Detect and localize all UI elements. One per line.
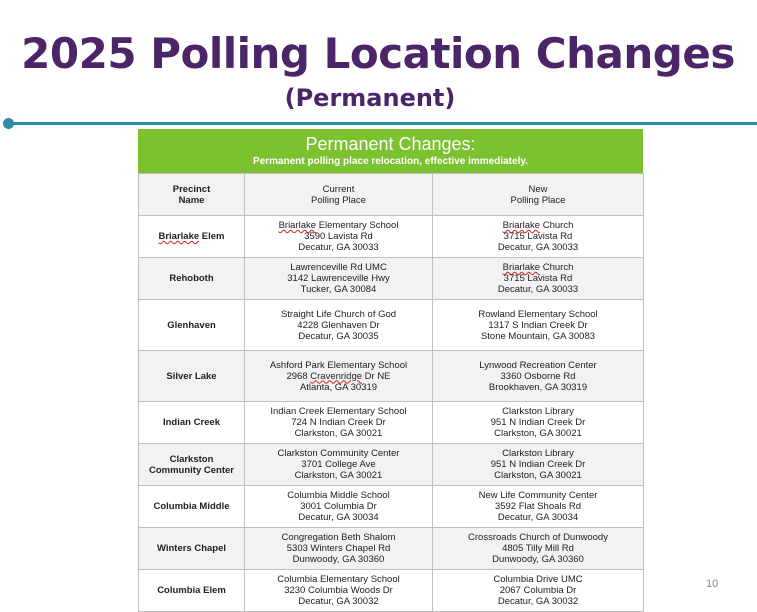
precinct-cell: [139, 570, 245, 612]
current-place-cell-line: 5303 Winters Chapel Rd: [286, 543, 391, 554]
new-place-cell-line: 2067 Columbia Dr: [499, 585, 577, 596]
new-place-cell-line: 4805 Tilly Mill Rd: [502, 543, 574, 554]
current-place-cell: [245, 444, 433, 486]
new-place-cell: [433, 258, 644, 300]
header-current: Current Polling Place: [245, 174, 433, 216]
table-row: [139, 570, 644, 612]
current-place-cell-line: Clarkston, GA 30021: [294, 428, 383, 439]
header-new: New Polling Place: [433, 174, 644, 216]
slide-title: 2025 Polling Location Changes: [21, 29, 735, 78]
precinct-cell-line: Indian Creek: [162, 417, 221, 428]
current-place-cell-line: Congregation Beth Shalom: [281, 532, 396, 543]
current-place-cell-line: Columbia Elementary School: [277, 574, 400, 585]
new-place-cell: [433, 216, 644, 258]
new-place-cell-line: Decatur, GA 30033: [497, 284, 579, 295]
new-place-cell-line: 3715 Lavista Rd: [503, 273, 573, 284]
new-place-cell-line: 3592 Flat Shoals Rd: [494, 501, 582, 512]
new-place-cell: [433, 351, 644, 402]
spellcheck-underline: Briarlake: [502, 262, 541, 273]
current-place-cell-line: Decatur, GA 30035: [298, 330, 379, 342]
current-place-cell-line: 4228 Glenhaven Dr: [297, 319, 380, 331]
new-place-cell: [433, 528, 644, 570]
new-place-cell: [433, 570, 644, 612]
new-place-cell-line: Dunwoody, GA 30360: [492, 554, 584, 565]
new-place-cell-line: Decatur, GA 30034: [497, 512, 579, 523]
new-place-cell-line: 3360 Osborne Rd: [500, 370, 576, 382]
new-place-cell-line: 1317 S Indian Creek Dr: [488, 319, 588, 331]
banner-subtitle: Permanent polling place relocation, effective immediately.: [253, 156, 528, 167]
current-place-cell: [245, 351, 433, 402]
current-place-cell-line: 3230 Columbia Woods Dr: [284, 585, 393, 596]
current-place-cell: [245, 300, 433, 351]
current-place-cell-line: Straight Life Church of God: [280, 308, 397, 320]
new-place-cell-line: 3715 Lavista Rd: [503, 231, 573, 242]
precinct-cell-line: Silver Lake: [166, 370, 217, 382]
current-place-cell-line: Dunwoody, GA 30360: [292, 554, 385, 565]
precinct-cell: [139, 258, 245, 300]
new-place-cell-line: Clarkston Library: [502, 448, 574, 459]
new-place-cell-line: Decatur, GA 30033: [497, 242, 579, 253]
new-place-cell-line: Clarkston, GA 30021: [494, 470, 582, 481]
current-place-cell-line: Decatur, GA 30034: [298, 512, 379, 523]
current-place-cell-line: Decatur, GA 30032: [298, 596, 379, 607]
current-place-cell-line: Atlanta, GA 30319: [299, 381, 378, 393]
slide-subtitle: (Permanent): [284, 84, 456, 112]
table-row: [139, 216, 644, 258]
page-number: 10: [706, 578, 719, 590]
new-place-cell: [433, 402, 644, 444]
precinct-cell: [139, 300, 245, 351]
new-place-cell-line: Clarkston Library: [502, 406, 574, 417]
spellcheck-underline: Cravenridge: [310, 370, 363, 382]
new-place-cell-line: Brookhaven, GA 30319: [488, 381, 588, 393]
precinct-cell-line: Winters Chapel: [156, 543, 227, 554]
new-place-cell-line: Columbia Drive UMC: [493, 574, 583, 585]
new-place-cell-line: New Life Community Center: [478, 490, 598, 501]
precinct-cell: [139, 444, 245, 486]
new-place-cell-line: Rowland Elementary School: [478, 308, 598, 320]
changes-table-container: [138, 129, 643, 612]
spellcheck-underline: Briarlake: [502, 220, 541, 231]
precinct-cell-line: Clarkston: [169, 453, 214, 465]
table-banner: [138, 129, 643, 173]
new-place-cell: [433, 486, 644, 528]
current-place-cell-line: Clarkston Community Center: [277, 448, 400, 459]
current-place-cell: [245, 486, 433, 528]
precinct-cell-line: Community Center: [149, 464, 234, 476]
current-place-cell-line: 3701 College Ave: [301, 459, 376, 470]
current-place-cell-line: Columbia Middle School: [287, 490, 390, 501]
new-place-cell-line: Briarlake Church: [502, 220, 574, 231]
spellcheck-underline: Briarlake: [278, 220, 317, 231]
header-precinct: Precinct Name: [139, 174, 245, 216]
table-row: [139, 300, 644, 351]
new-place-cell-line: Decatur, GA 30032: [497, 596, 579, 607]
new-place-cell-line: Briarlake Church: [502, 262, 574, 273]
current-place-cell-line: Ashford Park Elementary School: [269, 359, 408, 371]
table-row: [139, 258, 644, 300]
new-place-cell-line: Clarkston, GA 30021: [494, 428, 582, 439]
new-place-cell: [433, 444, 644, 486]
precinct-cell-line: Glenhaven: [167, 319, 216, 331]
current-place-cell-line: Decatur, GA 30033: [298, 242, 379, 253]
new-place-cell: [433, 300, 644, 351]
table-row: [139, 402, 644, 444]
precinct-cell: [139, 351, 245, 402]
current-place-cell-line: 724 N Indian Creek Dr: [291, 417, 386, 428]
table-row: [139, 528, 644, 570]
new-place-cell-line: Stone Mountain, GA 30083: [480, 330, 596, 342]
precinct-cell: [139, 486, 245, 528]
polling-changes-table: [138, 173, 644, 612]
spellcheck-underline: Briarlake: [158, 231, 200, 242]
current-place-cell-line: 3001 Columbia Dr: [300, 501, 377, 512]
current-place-cell: [245, 258, 433, 300]
precinct-cell-line: Columbia Elem: [157, 585, 226, 596]
current-place-cell: [245, 402, 433, 444]
current-place-cell-line: Indian Creek Elementary School: [270, 406, 407, 417]
current-place-cell-line: Briarlake Elementary School: [278, 220, 399, 231]
table-row: [139, 351, 644, 402]
precinct-cell: [139, 528, 245, 570]
current-place-cell-line: 2968 Cravenridge Dr NE: [286, 370, 391, 382]
precinct-cell: [139, 402, 245, 444]
current-place-cell-line: 3590 Lavista Rd: [304, 231, 373, 242]
table-row: [139, 444, 644, 486]
new-place-cell-line: Lynwood Recreation Center: [479, 359, 597, 371]
current-place-cell: [245, 528, 433, 570]
banner-title: Permanent Changes:: [305, 134, 476, 154]
current-place-cell-line: Tucker, GA 30084: [300, 284, 377, 295]
current-place-cell-line: 3142 Lawrenceville Hwy: [287, 273, 390, 284]
new-place-cell-line: 951 N Indian Creek Dr: [490, 417, 586, 428]
table-row: [139, 486, 644, 528]
current-place-cell: [245, 570, 433, 612]
current-place-cell: [245, 216, 433, 258]
table-header-row: [139, 174, 644, 216]
current-place-cell-line: Lawrenceville Rd UMC: [290, 262, 387, 273]
new-place-cell-line: Crossroads Church of Dunwoody: [468, 532, 608, 543]
precinct-cell-line: Briarlake Elem: [158, 231, 225, 242]
new-place-cell-line: 951 N Indian Creek Dr: [490, 459, 586, 470]
precinct-cell: [139, 216, 245, 258]
precinct-cell-line: Rehoboth: [169, 273, 214, 284]
precinct-cell-line: Columbia Middle: [153, 501, 230, 512]
horizontal-rule: [8, 122, 757, 125]
current-place-cell-line: Clarkston, GA 30021: [294, 470, 383, 481]
